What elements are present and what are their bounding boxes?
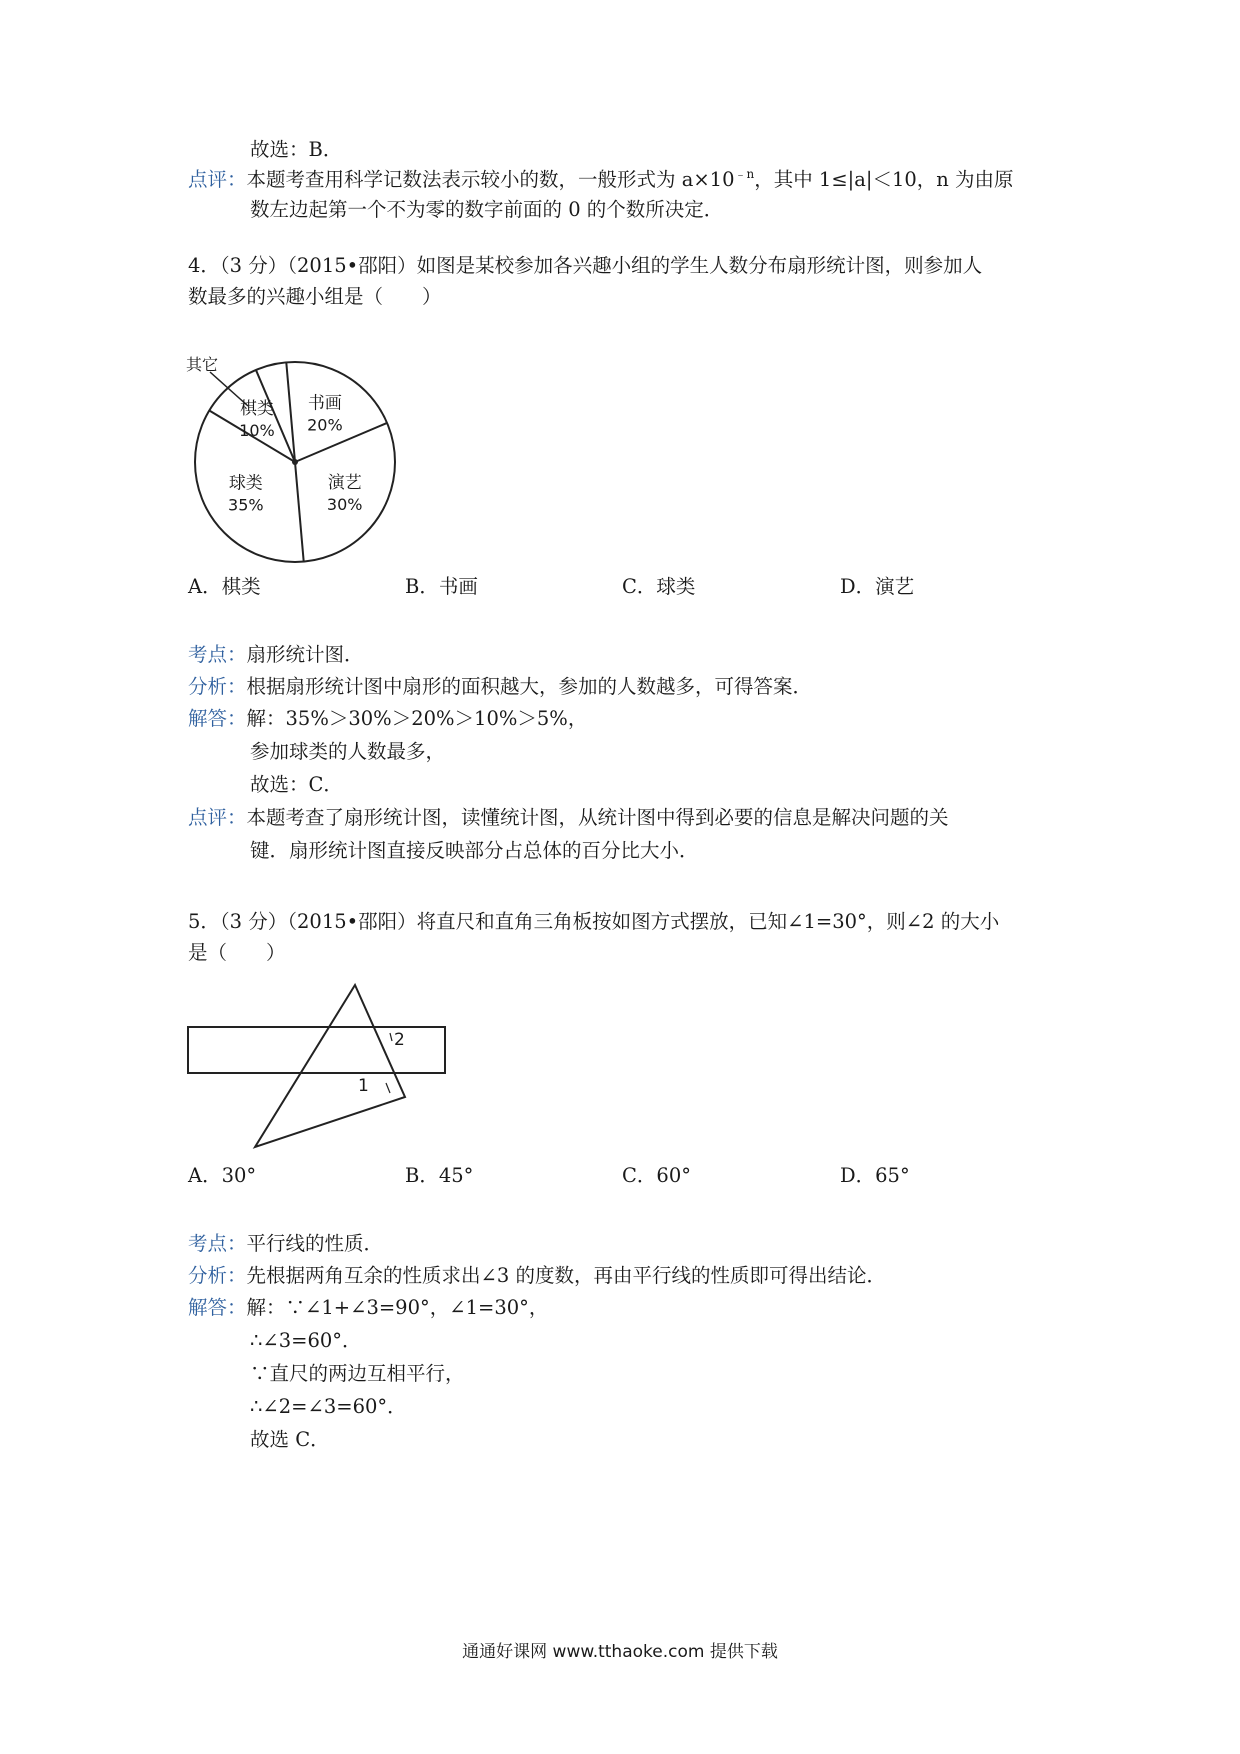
- q5-point: [188, 1232, 383, 1256]
- q3-comment-line1-b: ，其中 1≤|a|＜10，n 为由原: [754, 168, 1014, 191]
- q5-ruler-triangle-figure: [180, 975, 460, 1155]
- q4-stem-line2: 数最多的兴趣小组是（ ）: [188, 285, 442, 308]
- pie-slice-value: 10%: [239, 421, 275, 441]
- q5-answer-line4: ∴∠2=∠3=60°．: [250, 1395, 407, 1418]
- q4-pie-chart: [180, 352, 420, 572]
- q3-select-line: 故选：B．: [250, 138, 343, 161]
- q4-comment: [188, 806, 949, 830]
- pie-slice-value: 35%: [228, 495, 264, 515]
- angle1-label: 1: [358, 1076, 369, 1096]
- q5-answer-line3: ∵直尺的两边互相平行，: [250, 1362, 465, 1385]
- q4-option-c: C．球类: [622, 575, 696, 598]
- pie-slice-label-outside: 其它: [186, 355, 219, 374]
- pie-slice-value: 30%: [326, 494, 363, 514]
- q5-answer: [188, 1296, 548, 1320]
- point-label: 考点：: [188, 643, 247, 666]
- pie-slice-label: 书画: [307, 393, 342, 414]
- analysis-label: 分析：: [188, 1264, 247, 1287]
- page-footer: 通通好课网 www.tthaoke.com 提供下载: [462, 1642, 778, 1662]
- q5-stem-line2: 是（ ）: [188, 941, 286, 964]
- q4-answer: [188, 707, 587, 731]
- q5-answer-line5: 故选 C．: [250, 1428, 330, 1451]
- right-angle-tick: [386, 1083, 390, 1093]
- ruler: [188, 1027, 445, 1073]
- q5-answer-line2: ∴∠3=60°．: [250, 1329, 362, 1352]
- angle2-tick: [390, 1033, 392, 1041]
- answer-label: 解答：: [188, 707, 247, 730]
- point-label: 考点：: [188, 1232, 247, 1255]
- q5-option-b: B．45°: [405, 1164, 474, 1187]
- pie-slice-label: 棋类: [239, 399, 274, 420]
- q5-analysis-text: 先根据两角互余的性质求出∠3 的度数，再由平行线的性质即可得出结论．: [246, 1264, 886, 1287]
- q3-comment: [188, 168, 1014, 192]
- q4-option-a: A．棋类: [188, 575, 261, 598]
- q3-comment-line2: 数左边起第一个不为零的数字前面的 0 的个数所决定．: [250, 198, 724, 221]
- answer-label: 解答：: [188, 1296, 247, 1319]
- q4-point: [188, 643, 364, 667]
- q4-point-text: 扇形统计图．: [246, 643, 364, 666]
- q5-stem-line1: 5．（3 分）（2015•邵阳）将直尺和直角三角板按如图方式摆放，已知∠1=30°，则∠2 的大小: [188, 910, 1000, 933]
- q5-option-c: C．60°: [622, 1164, 691, 1187]
- q3-comment-exponent: ﹣n: [734, 167, 755, 181]
- q4-answer-line2: 参加球类的人数最多，: [250, 740, 446, 763]
- pie-slice-label: 演艺: [327, 472, 362, 493]
- pie-center-dot: [292, 459, 298, 465]
- q4-analysis: [188, 675, 812, 699]
- q4-analysis-text: 根据扇形统计图中扇形的面积越大，参加的人数越多，可得答案．: [246, 675, 813, 698]
- q3-comment-line1-a: 本题考查用科学记数法表示较小的数，一般形式为 a×10: [246, 168, 735, 191]
- q4-comment-line2: 键．扇形统计图直接反映部分占总体的百分比大小．: [250, 839, 699, 862]
- q4-stem-line1: 4．（3 分）（2015•邵阳）如图是某校参加各兴趣小组的学生人数分布扇形统计图，则参加人: [188, 254, 983, 277]
- q4-option-b: B．书画: [405, 575, 478, 598]
- comment-label: 点评：: [188, 168, 247, 191]
- q5-answer-line1: 解：∵∠1+∠3=90°，∠1=30°，: [246, 1296, 549, 1319]
- q4-option-d: D．演艺: [840, 575, 915, 598]
- angle2-label: 2: [394, 1030, 405, 1050]
- set-square: [255, 985, 405, 1147]
- pie-slice-value: 20%: [307, 415, 343, 435]
- comment-label: 点评：: [188, 806, 247, 829]
- q4-answer-line1: 解：35%＞30%＞20%＞10%＞5%，: [246, 707, 588, 730]
- q5-point-text: 平行线的性质．: [246, 1232, 384, 1255]
- q4-comment-line1: 本题考查了扇形统计图，读懂统计图，从统计图中得到必要的信息是解决问题的关: [246, 806, 949, 829]
- analysis-label: 分析：: [188, 675, 247, 698]
- q5-option-d: D．65°: [840, 1164, 910, 1187]
- q4-answer-line3: 故选：C．: [250, 773, 343, 796]
- q5-analysis: [188, 1264, 886, 1288]
- q5-option-a: A．30°: [188, 1164, 257, 1187]
- pie-slice-boundary: [295, 462, 304, 562]
- pie-slice-label: 球类: [228, 473, 263, 494]
